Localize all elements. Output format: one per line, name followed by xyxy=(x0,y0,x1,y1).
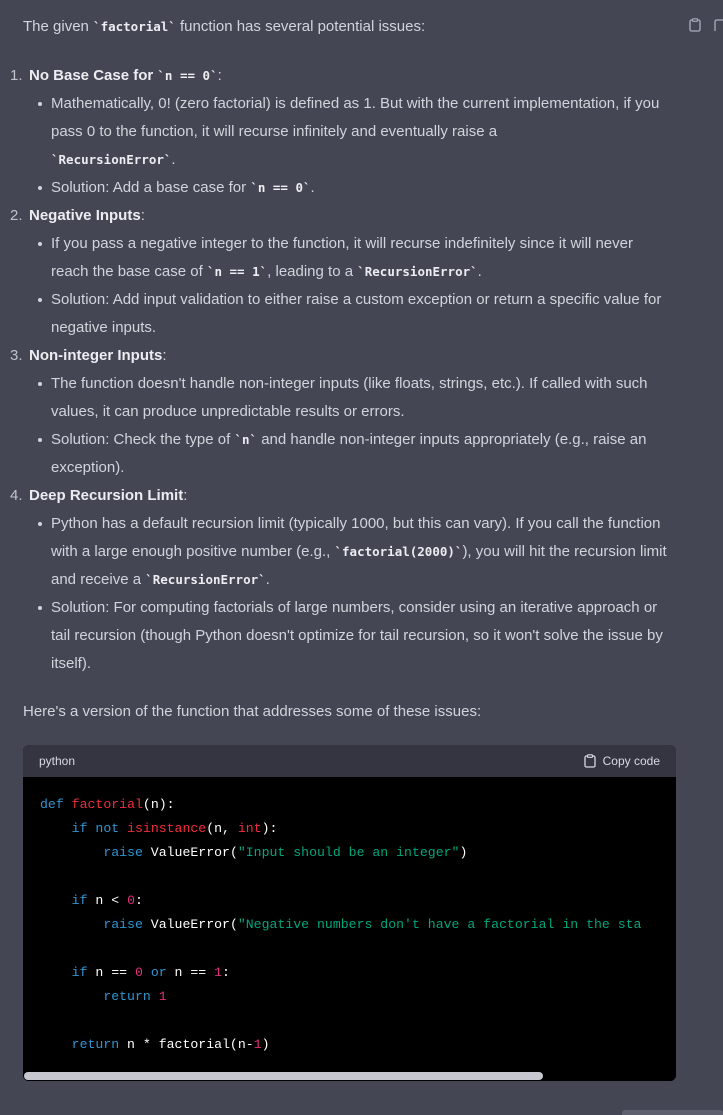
inline-code: `RecursionError` xyxy=(357,264,478,279)
issue-3-bullet-1 xyxy=(51,370,671,426)
issue-title: No Base Case for xyxy=(29,67,158,84)
issue-title: Deep Recursion Limit xyxy=(29,487,184,504)
issue-title: Negative Inputs xyxy=(29,207,141,224)
bullet-tail: . xyxy=(310,179,315,196)
bullet-tail: . xyxy=(265,571,270,588)
issue-title-tail: : xyxy=(183,487,188,504)
issue-1-heading xyxy=(10,62,222,90)
bullet-text: Python has a default recursion limit (typically 1000, but this can vary). If you call the function with a large enough positive number (e.g., xyxy=(51,515,661,560)
issue-4-heading xyxy=(10,482,187,510)
clipboard-icon xyxy=(584,754,596,768)
issue-number: 1. xyxy=(10,67,23,84)
bullet-text: If you pass a negative integer to the function, it will recurse indefinitely since it will never reach the base case of xyxy=(51,235,633,280)
code-block xyxy=(23,745,676,1081)
issue-title-tail: : xyxy=(162,347,167,364)
code-language: python xyxy=(39,754,76,768)
bullet-text: Solution: Add a base case for xyxy=(51,179,251,196)
issue-title-tail: : xyxy=(140,207,145,224)
intro-text xyxy=(23,17,425,37)
code-header xyxy=(23,745,676,777)
inline-code: `n` xyxy=(234,432,258,447)
bullet-text: and handle non-integer inputs appropriately (e.g., raise an exception). xyxy=(51,431,647,476)
inline-code: `n == 0` xyxy=(250,180,311,195)
issue-number: 4. xyxy=(10,487,23,504)
issue-2-bullet-1 xyxy=(51,230,671,286)
issue-3-bullet-2 xyxy=(51,426,671,482)
inline-code: `factorial(2000)` xyxy=(334,544,463,559)
bullet-text: Solution: Add input validation to either raise a custom exception or return a specific value for negative inputs. xyxy=(51,291,662,336)
issue-3-heading xyxy=(10,342,167,370)
bullet-tail: . xyxy=(477,263,482,280)
issue-1-bullet-1 xyxy=(51,90,671,174)
inline-code: `RecursionError` xyxy=(145,572,266,587)
inline-code: `RecursionError` xyxy=(51,152,172,167)
issue-2-heading xyxy=(10,202,145,230)
bullet-text: Mathematically, 0! (zero factorial) is defined as 1. But with the current implementation, if you pass 0 to the function, it will recurse infinitely and eventually raise a xyxy=(51,95,660,140)
issue-4-bullet-1 xyxy=(51,510,671,594)
outro-text: Here's a version of the function that addresses some of these issues: xyxy=(23,703,482,720)
issue-2-bullet-2 xyxy=(51,286,671,342)
bullet-text: , leading to a xyxy=(267,263,358,280)
scrollbar-thumb[interactable] xyxy=(24,1072,543,1080)
bullet-tail: . xyxy=(171,151,176,168)
inline-code: `n == 0` xyxy=(157,68,218,83)
code-content[interactable] xyxy=(23,777,676,1057)
issue-title: Non-integer Inputs xyxy=(29,347,163,364)
bullet-text: Solution: Check the type of xyxy=(51,431,235,448)
horizontal-scrollbar[interactable] xyxy=(23,1072,676,1081)
bullet-text: Solution: For computing factorials of large numbers, consider using an iterative approach or tail recursion (though Python doesn't optimize for tail recursion, so it won't solve the issue by itself). xyxy=(51,599,663,672)
inline-code: `n == 1` xyxy=(206,264,268,279)
issue-number: 3. xyxy=(10,347,23,364)
copy-code-button[interactable] xyxy=(584,754,660,768)
bullet-text: The function doesn't handle non-integer inputs (like floats, strings, etc.). If called with such values, it can produce unpredictable results or errors. xyxy=(51,375,648,420)
issue-4-bullet-2 xyxy=(51,594,671,678)
bullet-text: ), you will hit the recursion limit and receive a xyxy=(51,543,667,588)
issue-1-bullet-2 xyxy=(51,174,671,202)
bottom-edge-tab xyxy=(622,1110,723,1115)
issue-title-tail: : xyxy=(217,67,222,84)
python-code: def factorial(n): if not isinstance(n, int): raise ValueError("Input should be an integer") if n < 0: raise ValueError("Negative numbers don't have a factorial in the sta if n == 0 or n == 1: return 1 return n * factorial(n-1) xyxy=(40,797,642,1052)
intro-after: function has several potential issues: xyxy=(175,18,426,35)
copy-icon[interactable] xyxy=(689,18,701,32)
copy-code-label: Copy code xyxy=(602,754,660,768)
copy-icon-partial[interactable] xyxy=(714,18,723,32)
inline-code: `factorial` xyxy=(93,19,176,34)
issue-number: 2. xyxy=(10,207,23,224)
intro-before: The given xyxy=(23,18,94,35)
